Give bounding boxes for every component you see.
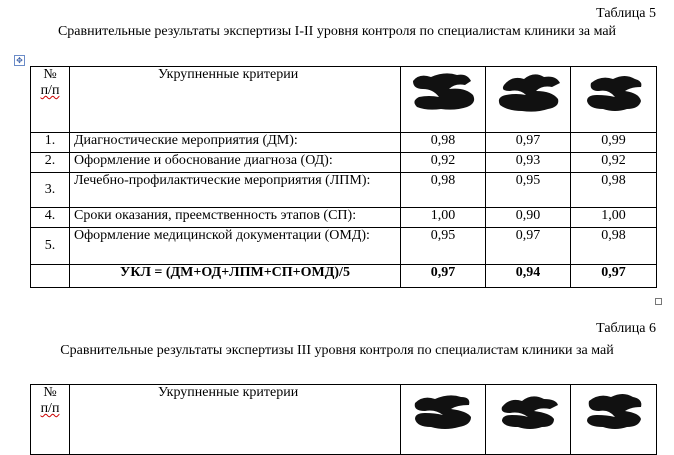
table-row bbox=[31, 228, 657, 265]
redaction-blot-icon bbox=[575, 385, 655, 435]
table6-title: Сравнительные результаты экспертизы III уровня контроля по специалистам клиники за май bbox=[60, 343, 614, 358]
total-formula: УКЛ = (ДМ+ОД+ЛПМ+СП+ОМД)/5 bbox=[70, 265, 401, 288]
table-row bbox=[31, 208, 657, 228]
row-number: 3. bbox=[31, 173, 70, 208]
value-cell: 1,00 bbox=[571, 208, 657, 228]
criteria-cell: Оформление и обоснование диагноза (ОД): bbox=[70, 153, 401, 173]
criteria-cell: Диагностические мероприятия (ДМ): bbox=[70, 133, 401, 153]
table6-caption: Таблица 6 bbox=[596, 321, 656, 336]
num-header bbox=[31, 385, 70, 455]
redacted-specialist-name-1 bbox=[401, 385, 486, 455]
num-header-abbrev: п/п bbox=[40, 83, 60, 98]
value-cell: 0,92 bbox=[571, 153, 657, 173]
resize-square-icon[interactable] bbox=[655, 298, 662, 305]
table6-header-row bbox=[31, 385, 657, 455]
table5-caption: Таблица 5 bbox=[596, 6, 656, 21]
value-cell: 0,97 bbox=[486, 228, 571, 265]
total-empty-cell bbox=[31, 265, 70, 288]
redaction-blot-icon bbox=[405, 67, 485, 117]
redacted-specialist-name-2 bbox=[486, 385, 571, 455]
move-cross-icon[interactable]: ✥ bbox=[14, 55, 25, 66]
num-header bbox=[31, 67, 70, 133]
row-number: 2. bbox=[31, 153, 70, 173]
value-cell: 0,93 bbox=[486, 153, 571, 173]
redaction-blot-icon bbox=[490, 67, 570, 117]
criteria-cell: Оформление медицинской документации (ОМД): bbox=[70, 228, 401, 265]
criteria-header: Укрупненные критерии bbox=[70, 67, 401, 133]
row-number: 1. bbox=[31, 133, 70, 153]
value-cell: 0,95 bbox=[401, 228, 486, 265]
total-value: 0,97 bbox=[571, 265, 657, 288]
total-value: 0,97 bbox=[401, 265, 486, 288]
value-cell: 0,98 bbox=[401, 173, 486, 208]
row-number: 4. bbox=[31, 208, 70, 228]
num-header-abbrev: п/п bbox=[40, 401, 60, 416]
redacted-specialist-name-1 bbox=[401, 67, 486, 133]
criteria-header: Укрупненные критерии bbox=[70, 385, 401, 455]
criteria-cell: Лечебно-профилактические мероприятия (ЛПМ): bbox=[70, 173, 401, 208]
table-row bbox=[31, 133, 657, 153]
value-cell: 0,98 bbox=[571, 228, 657, 265]
table5-header-row bbox=[31, 67, 657, 133]
table-row bbox=[31, 173, 657, 208]
redacted-specialist-name-3 bbox=[571, 67, 657, 133]
value-cell: 0,99 bbox=[571, 133, 657, 153]
value-cell: 1,00 bbox=[401, 208, 486, 228]
redaction-blot-icon bbox=[575, 67, 655, 117]
table6 bbox=[30, 384, 657, 455]
table5-total-row bbox=[31, 265, 657, 288]
value-cell: 0,98 bbox=[401, 133, 486, 153]
value-cell: 0,97 bbox=[486, 133, 571, 153]
value-cell: 0,98 bbox=[571, 173, 657, 208]
total-value: 0,94 bbox=[486, 265, 571, 288]
criteria-cell: Сроки оказания, преемственность этапов (СП): bbox=[70, 208, 401, 228]
redaction-blot-icon bbox=[490, 385, 570, 435]
table-row bbox=[31, 153, 657, 173]
value-cell: 0,90 bbox=[486, 208, 571, 228]
num-header-symbol: № bbox=[43, 385, 57, 400]
value-cell: 0,92 bbox=[401, 153, 486, 173]
value-cell: 0,95 bbox=[486, 173, 571, 208]
redacted-specialist-name-2 bbox=[486, 67, 571, 133]
redaction-blot-icon bbox=[405, 385, 485, 435]
table5-title: Сравнительные результаты экспертизы I-II уровня контроля по специалистам клиники за май bbox=[57, 24, 617, 39]
num-header-symbol: № bbox=[43, 67, 57, 82]
table5 bbox=[30, 66, 657, 288]
row-number: 5. bbox=[31, 228, 70, 265]
redacted-specialist-name-3 bbox=[571, 385, 657, 455]
